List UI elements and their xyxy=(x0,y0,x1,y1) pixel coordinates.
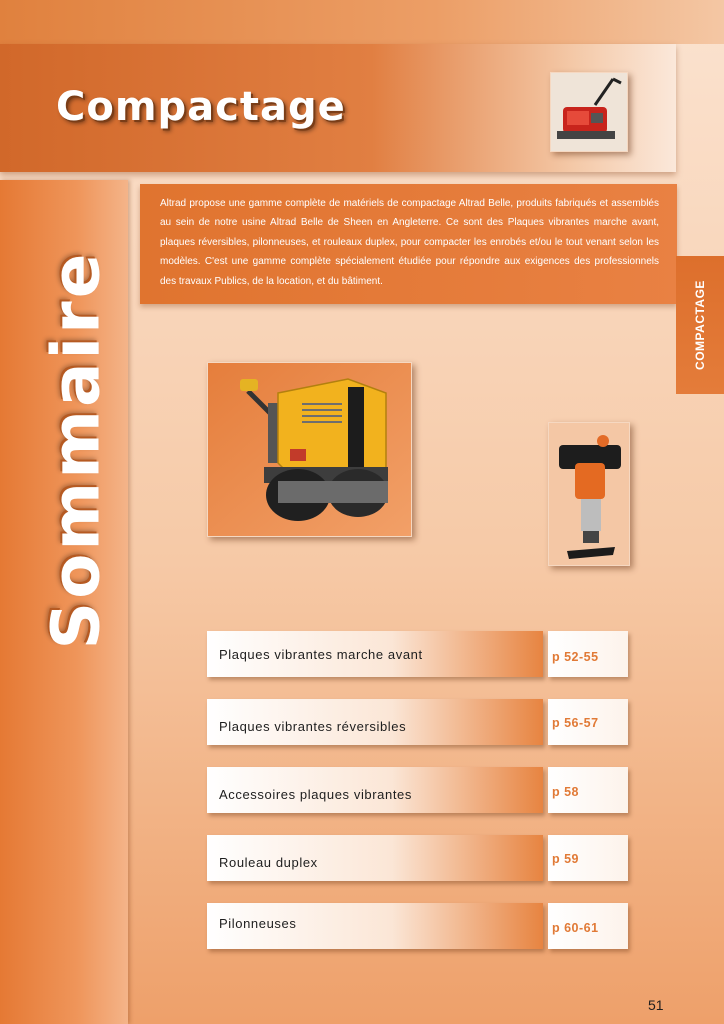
toc-label-box xyxy=(207,699,543,745)
toc-label-box xyxy=(207,835,543,881)
toc-page: p 52-55 xyxy=(552,650,599,664)
page-number: 51 xyxy=(648,997,664,1013)
toc-page: p 58 xyxy=(552,785,580,799)
vibrating-plate-photo xyxy=(550,72,628,152)
intro-box xyxy=(140,184,677,304)
page-title: Compactage xyxy=(56,84,346,130)
toc-row[interactable] xyxy=(207,767,628,813)
toc-page: p 59 xyxy=(552,852,580,866)
toc-label: Rouleau duplex xyxy=(219,855,318,870)
toc-label: Plaques vibrantes réversibles xyxy=(219,719,407,734)
vibrating-plate-illustration xyxy=(551,73,627,151)
toc-row[interactable] xyxy=(207,699,628,745)
toc-page-box xyxy=(548,631,628,677)
toc-label: Accessoires plaques vibrantes xyxy=(219,787,412,802)
toc-row[interactable] xyxy=(207,631,628,677)
toc-row[interactable] xyxy=(207,903,628,949)
section-tab xyxy=(676,256,724,394)
rammer-illustration xyxy=(549,423,629,565)
toc-label: Pilonneuses xyxy=(219,916,297,931)
vertical-title: Sommaire xyxy=(37,250,115,650)
toc-label-box xyxy=(207,903,543,949)
toc-label: Plaques vibrantes marche avant xyxy=(219,647,423,662)
toc-page-box xyxy=(548,767,628,813)
toc-page: p 56-57 xyxy=(552,716,599,730)
duplex-roller-illustration xyxy=(208,363,411,536)
toc-page: p 60-61 xyxy=(552,921,599,935)
duplex-roller-photo xyxy=(207,362,412,537)
toc-label-box xyxy=(207,631,543,677)
rammer-photo xyxy=(548,422,630,566)
intro-text: Altrad propose une gamme complète de matériels de compactage Altrad Belle, produits fabriqués et assemblés au sein de notre usine Altrad Belle de Sheen en Angleterre. Ce sont des Plaques vibrantes marche avant, plaques réversibles, pilonneuses, et rouleaux duplex, pour compacter les enrobés et/ou le tout venant selon les modèles. C'est une gamme complète spécialement étudiée pour répondre aux exigences des professionnels des travaux Publics, de la location, et du bâtiment. xyxy=(160,198,659,287)
toc-label-box xyxy=(207,767,543,813)
toc-page-box xyxy=(548,835,628,881)
toc-page-box xyxy=(548,903,628,949)
toc-page-box xyxy=(548,699,628,745)
section-tab-label: COMPACTAGE xyxy=(693,280,707,370)
top-band xyxy=(0,0,724,44)
toc-row[interactable] xyxy=(207,835,628,881)
